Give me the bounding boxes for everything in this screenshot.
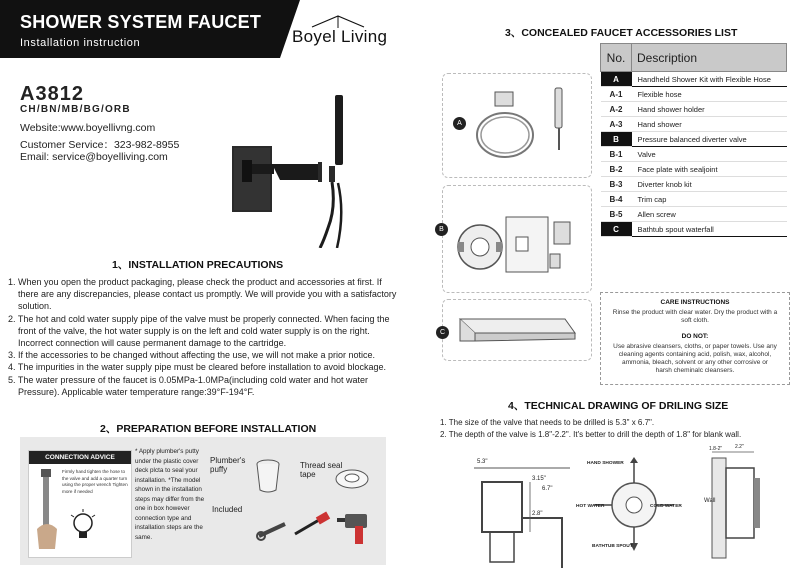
row-desc: Allen screw	[632, 207, 787, 222]
wall-label: Wall	[704, 498, 716, 504]
dim-a: 2.8"	[532, 511, 543, 517]
section-1-title: 1、INSTALLATION PRECAUTIONS	[112, 259, 284, 271]
row-code: A-1	[601, 87, 632, 102]
precaution-item: 1. When you open the product packaging, please check the product and accessories at first. If there are any discrepancies, please contact us promptly. We will provide you with a satisfactory solution.	[8, 277, 397, 312]
hot-water-label: HOT WATER	[576, 504, 605, 509]
row-code: B	[601, 132, 632, 147]
tag-c: C	[436, 326, 449, 339]
row-code: C	[601, 222, 632, 237]
section-3-title: 3、CONCEALED FAUCET ACCESSORIES LIST	[505, 27, 738, 39]
row-code: B-1	[601, 147, 632, 162]
row-code: A-2	[601, 102, 632, 117]
email-text: Email: service@boyelliving.com	[20, 151, 168, 163]
website-text: Website:www.boyellivng.com	[20, 122, 156, 134]
table-row	[601, 162, 787, 177]
drilling-note: 2. The depth of the valve is 1.8"-2.2". It's better to drill the depth of 1.8" for blank wall.	[440, 430, 742, 439]
row-desc: Hand shower	[632, 117, 787, 132]
wrench-hand-icon	[33, 469, 61, 555]
precautions-list	[8, 276, 400, 398]
section-2-title: 2、PREPARATION BEFORE INSTALLATION	[100, 423, 317, 435]
valve-parts-illustration	[450, 192, 590, 287]
row-desc: Bathtub spout waterfall	[632, 222, 787, 237]
putty-jar-icon	[255, 458, 281, 494]
tag-b: B	[435, 223, 448, 236]
row-code: B-5	[601, 207, 632, 222]
accessories-table	[600, 43, 787, 237]
thread-tape-icon	[334, 466, 370, 492]
section-4-title: 4、TECHNICAL DRAWING OF DRILING SIZE	[508, 400, 729, 412]
dont-title: DO NOT:	[681, 333, 709, 340]
preparation-note: * Apply plumber's putty under the plastic cover deck plcta to seal your installation. *The model shown in the installation steps may differ from the one in box however connection type and installation steps are the same.	[135, 448, 205, 541]
table-row	[601, 207, 787, 222]
precaution-item: 4. The impurities in the water supply pipe must be cleared before installation to avoid blockage.	[8, 362, 387, 373]
cold-water-label: COLD WATER	[650, 504, 682, 509]
row-desc: Face plate with sealjoint	[632, 162, 787, 177]
drilling-notes	[440, 417, 741, 441]
model-number: A3812	[20, 83, 84, 105]
dim-height: 6.7"	[542, 486, 553, 492]
brand-logo: Boyel Living	[292, 27, 388, 46]
care-instructions-box	[600, 292, 790, 385]
spout-illustration	[455, 305, 585, 355]
service-text: Customer Service：323-982-8955	[20, 139, 180, 151]
col-header-description: Description	[632, 44, 787, 72]
putty-label: Plumber's puffy	[210, 456, 246, 474]
table-row	[601, 132, 787, 147]
table-row	[601, 102, 787, 117]
tag-a: A	[453, 117, 466, 130]
table-row	[601, 222, 787, 237]
row-desc: Trim cap	[632, 192, 787, 207]
drilling-note: 1. The size of the valve that needs to be drilled is 5.3" x 6.7".	[440, 418, 655, 427]
lightbulb-icon	[69, 509, 97, 543]
brand-roof-icon	[310, 14, 366, 28]
connection-advice-heading: CONNECTION ADVICE	[29, 451, 131, 464]
precaution-item: 5. The water pressure of the faucet is 0.05MPa-1.0MPa(including cold water and hot water Pressure). Applicable water temperature range:39°F-194°F.	[8, 374, 369, 397]
row-code: A-3	[601, 117, 632, 132]
dont-text: Use abrasive cleansers, cloths, or paper towels. Use any cleaning agents containing acid, polish, wax, alcohol, ammonia, bleach, solvent or any other corrosive or harsh cheminalc cleansers.	[613, 343, 777, 374]
row-desc: Flexible hose	[632, 87, 787, 102]
care-title: CARE INSTRUCTIONS	[660, 299, 730, 306]
table-row	[601, 72, 787, 87]
dim-width: 5.3"	[477, 459, 488, 465]
wall-cutout-drawing	[472, 458, 572, 568]
thread-tape-label: Thread seal tape	[300, 461, 343, 479]
row-code: B-2	[601, 162, 632, 177]
dim-b: 3.15"	[532, 476, 546, 482]
dim-top: 2.2"	[735, 444, 744, 450]
wall-depth-drawing	[708, 448, 788, 566]
finish-codes: CH/BN/MB/BG/ORB	[20, 104, 131, 115]
row-code: B-4	[601, 192, 632, 207]
included-label: Included	[212, 505, 243, 514]
faucet-product-image	[220, 88, 355, 248]
connection-advice-text: Firmly hand tighten the hose to the valve and add a quarter turn using the proper wrench Tighten more if needed	[62, 469, 128, 494]
row-desc: Valve	[632, 147, 787, 162]
table-row	[601, 147, 787, 162]
col-header-no: No.	[601, 44, 632, 72]
hand-shower-label: HAND SHOWER	[587, 461, 624, 466]
page-title: SHOWER SYSTEM FAUCET	[20, 12, 262, 32]
connection-advice-card	[28, 450, 132, 558]
tools-icons	[255, 506, 380, 556]
precaution-item: 2. The hot and cold water supply pipe of the valve must be properly connected. When facing the front of the valve, the hot water supply is on the left and cold water supply is on the right. Incorrect connection will cause permanent damage to the cartridge.	[8, 313, 390, 349]
row-desc: Diverter knob kit	[632, 177, 787, 192]
row-code: A	[601, 72, 632, 87]
page-subtitle: Installation instruction	[20, 37, 141, 49]
row-code: B-3	[601, 177, 632, 192]
row-desc: Pressure balanced diverter valve	[632, 132, 787, 147]
bathtub-spout-label: BATHTUB SPOUT	[592, 544, 633, 549]
row-desc: Handheld Shower Kit with Flexible Hose	[632, 72, 787, 87]
table-row	[601, 192, 787, 207]
hose-and-shower-illustration	[465, 80, 585, 170]
table-row	[601, 87, 787, 102]
row-desc: Hand shower holder	[632, 102, 787, 117]
dim-range: 1.8-2"	[709, 446, 723, 452]
care-text: Rinse the product with clear water. Dry the product with a soft cloth.	[612, 309, 778, 324]
precaution-item: 3. If the accessories to be changed without affecting the use, we will not make a prior notice.	[8, 350, 376, 361]
table-row	[601, 177, 787, 192]
table-row	[601, 117, 787, 132]
